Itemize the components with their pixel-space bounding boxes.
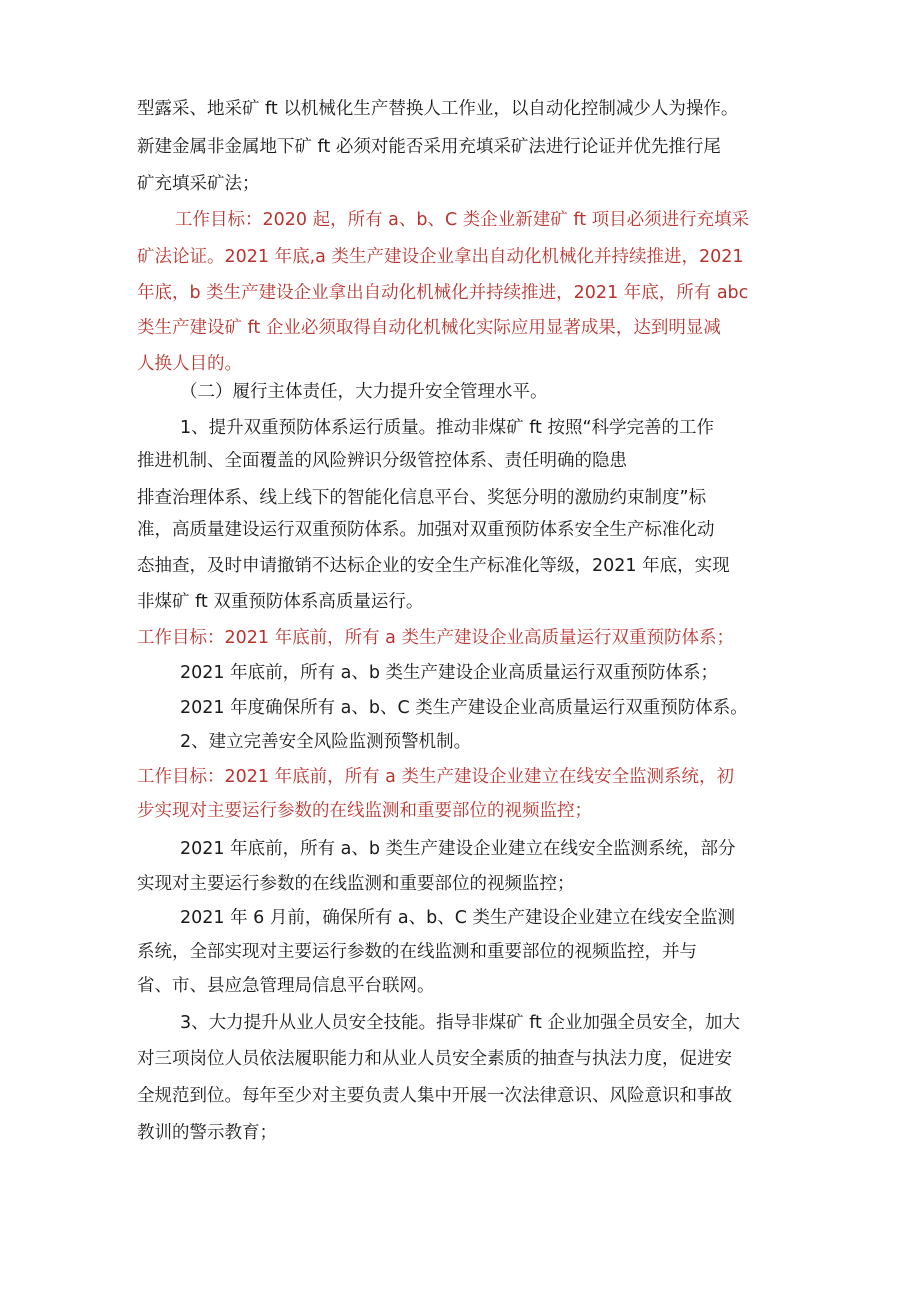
text-line-28: 对三项岗位人员依法履职能力和从业人员安全素质的抽查与执法力度，促进安 bbox=[137, 1049, 732, 1069]
section-heading-2: （二）履行主体责任，大力提升安全管理水平。 bbox=[180, 382, 548, 402]
work-target-line-3: 年底，b 类生产建设企业拿出自动化机械化并持续推进，2021 年底，所有 abc bbox=[137, 283, 749, 303]
work-target-line-5: 人换人目的。 bbox=[137, 354, 242, 374]
text-line-10: 1、提升双重预防体系运行质量。推动非煤矿 ft 按照“科学完善的工作 bbox=[180, 418, 715, 438]
text-line-2: 新建金属非金属地下矿 ft 必须对能否采用充填采矿法进行论证并优先推行尾 bbox=[137, 137, 721, 157]
work-target-line-7: 工作目标：2021 年底前，所有 a 类生产建设企业建立在线安全监测系统，初 bbox=[137, 767, 734, 787]
text-line-27: 3、大力提升从业人员安全技能。指导非煤矿 ft 企业加强全员安全，加大 bbox=[180, 1013, 740, 1033]
text-line-18: 2021 年度确保所有 a、b、C 类生产建设企业高质量运行双重预防体系。 bbox=[180, 698, 748, 718]
text-line-15: 非煤矿 ft 双重预防体系高质量运行。 bbox=[137, 592, 424, 612]
work-target-line-2: 矿法论证。2021 年底,a 类生产建设企业拿出自动化机械化并持续推进，2021 bbox=[137, 247, 744, 267]
work-target-line-8: 步实现对主要运行参数的在线监测和重要部位的视频监控； bbox=[137, 801, 592, 821]
text-line-25: 系统，全部实现对主要运行参数的在线监测和重要部位的视频监控，并与 bbox=[137, 942, 697, 962]
text-line-29: 全规范到位。每年至少对主要负责人集中开展一次法律意识、风险意识和事故 bbox=[137, 1086, 732, 1106]
text-line-14: 态抽查，及时申请撤销不达标企业的安全生产标准化等级，2021 年底，实现 bbox=[137, 556, 730, 576]
text-line-3: 矿充填采矿法； bbox=[137, 174, 260, 194]
text-line-19: 2、建立完善安全风险监测预警机制。 bbox=[180, 732, 472, 752]
work-target-line-4: 类生产建设矿 ft 企业必须取得自动化机械化实际应用显著成果，达到明显减 bbox=[137, 318, 721, 338]
text-line-24: 2021 年 6 月前，确保所有 a、b、C 类生产建设企业建立在线安全监测 bbox=[180, 908, 736, 928]
text-line-30: 教训的警示教育； bbox=[137, 1123, 277, 1143]
text-line-23: 实现对主要运行参数的在线监测和重要部位的视频监控； bbox=[137, 874, 575, 894]
work-target-line-1: 工作目标：2020 起，所有 a、b、C 类企业新建矿 ft 项目必须进行充填采 bbox=[175, 210, 750, 230]
text-line-26: 省、市、县应急管理局信息平台联网。 bbox=[137, 976, 435, 996]
text-line-1: 型露采、地采矿 ft 以机械化生产替换人工作业，以自动化控制减少人为操作。 bbox=[137, 99, 739, 119]
text-line-13: 准，高质量建设运行双重预防体系。加强对双重预防体系安全生产标准化动 bbox=[137, 520, 715, 540]
text-line-12: 排查治理体系、线上线下的智能化信息平台、奖惩分明的激励约束制度”标 bbox=[137, 488, 707, 508]
work-target-line-6: 工作目标：2021 年底前，所有 a 类生产建设企业高质量运行双重预防体系； bbox=[137, 628, 734, 648]
text-line-11: 推进机制、全面覆盖的风险辨识分级管控体系、责任明确的隐患 bbox=[137, 451, 627, 471]
text-line-22: 2021 年底前，所有 a、b 类生产建设企业建立在线安全监测系统，部分 bbox=[180, 839, 736, 859]
text-line-17: 2021 年底前，所有 a、b 类生产建设企业高质量运行双重预防体系； bbox=[180, 663, 719, 683]
